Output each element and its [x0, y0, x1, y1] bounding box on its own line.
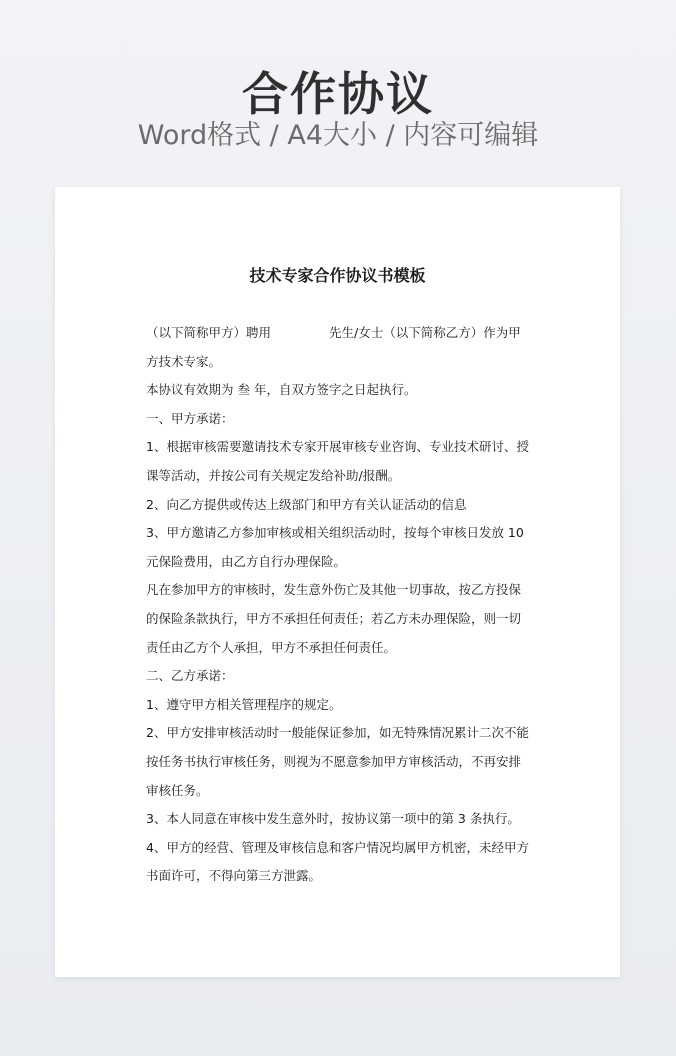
section-1-item-3: 3、甲方邀请乙方参加审核或相关组织活动时，按每个审核日发放 10 元保险费用，由乙方自行办理保险。: [146, 525, 524, 569]
section-1-heading: 一、甲方承诺：: [146, 410, 234, 426]
intro-part-1: （以下简称甲方）聘用: [146, 325, 272, 340]
section-2-heading: 二、乙方承诺：: [146, 668, 234, 684]
section-1-note: 凡在参加甲方的审核时，发生意外伤亡及其他一切事故，按乙方投保的保险条款执行，甲方不承担任何责任；若乙方未办理保险，则一切责任由乙方个人承担，甲方不承担任何责任。: [146, 582, 522, 655]
section-2-item-4: 4、甲方的经营、管理及审核信息和客户情况均属甲方机密，未经甲方书面许可，不得向第三方泄露。: [146, 839, 529, 884]
page-title: 合作协议: [242, 67, 434, 121]
section-2-item-3: 3、本人同意在审核中发生意外时，按协议第一项中的第 3 条执行。: [146, 811, 520, 827]
section-2-item-2: 2、甲方安排审核活动时一般能保证参加，如无特殊情况累计二次不能按任务书执行审核任务，则视为不愿意参加甲方审核活动，不再安排审核任务。: [146, 725, 529, 798]
intro-paragraph: [146, 319, 530, 376]
section-1-item-1: 1、根据审核需要邀请技术专家开展审核专业咨询、专业技术研讨、授课等活动，并按公司有关规定发给补助/报酬。: [146, 439, 529, 483]
document-body: [146, 319, 530, 891]
document-page: [55, 187, 620, 977]
section-1-item-2: 2、向乙方提供或传达上级部门和甲方有关认证活动的信息: [146, 496, 467, 512]
document-title: 技术专家合作协议书模板: [249, 266, 426, 285]
page-subtitle: Word格式 / A4大小 / 内容可编辑: [137, 120, 539, 151]
section-2-item-1: 1、遵守甲方相关管理程序的规定。: [146, 696, 342, 712]
intro-part-2: 先生/女士（以下简称乙方）作为甲方技术专家。: [146, 325, 521, 369]
validity-paragraph: 本协议有效期为 叁 年，自双方签字之日起执行。: [146, 382, 417, 398]
